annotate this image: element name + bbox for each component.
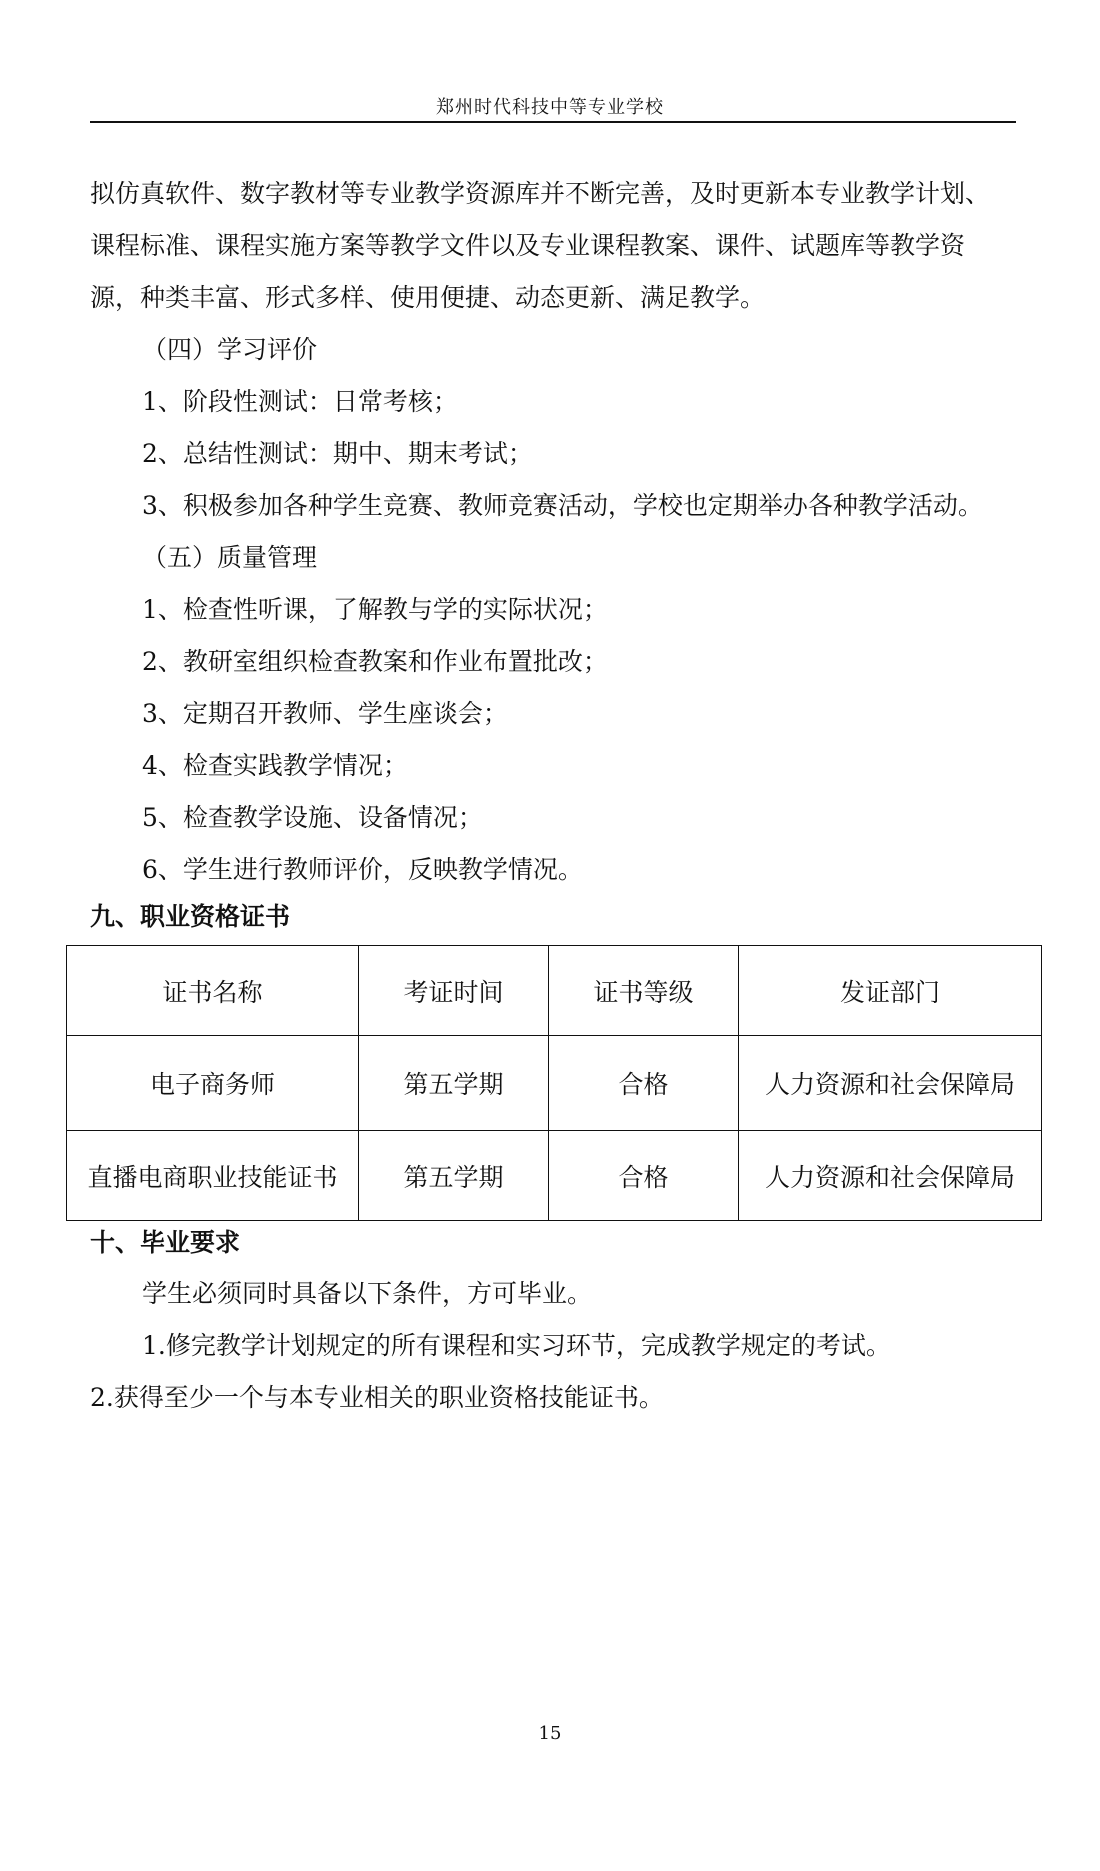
table-row <box>67 1131 1042 1221</box>
table-cell: 直播电商职业技能证书 <box>67 1131 359 1221</box>
certificate-table <box>66 945 1042 1221</box>
section-heading-certificates: 九、职业资格证书 <box>90 902 291 931</box>
graduation-intro: 学生必须同时具备以下条件，方可毕业。 <box>142 1279 593 1308</box>
column-header-issuer: 发证部门 <box>739 946 1042 1036</box>
table-row <box>67 1036 1042 1131</box>
header-title: 郑州时代科技中等专业学校 <box>436 97 664 118</box>
quality-item: 3、定期召开教师、学生座谈会； <box>142 699 508 728</box>
column-header-exam-time: 考证时间 <box>359 946 549 1036</box>
table-cell: 合格 <box>549 1131 739 1221</box>
table-cell: 人力资源和社会保障局 <box>739 1131 1042 1221</box>
evaluation-item: 2、总结性测试：期中、期末考试； <box>142 439 533 468</box>
section-heading-evaluation: （四）学习评价 <box>142 335 318 364</box>
graduation-requirement: 2.获得至少一个与本专业相关的职业资格技能证书。 <box>90 1383 664 1412</box>
header-divider <box>90 121 1016 123</box>
section-heading-quality: （五）质量管理 <box>142 543 318 572</box>
table-cell: 合格 <box>549 1036 739 1131</box>
column-header-cert-level: 证书等级 <box>549 946 739 1036</box>
paragraph-line: 拟仿真软件、数字教材等专业教学资源库并不断完善，及时更新本专业教学计划、 <box>90 179 991 208</box>
graduation-requirement: 1.修完教学计划规定的所有课程和实习环节，完成教学规定的考试。 <box>142 1331 891 1360</box>
quality-item: 1、检查性听课，了解教与学的实际状况； <box>142 595 608 624</box>
paragraph-line: 课程标准、课程实施方案等教学文件以及专业课程教案、课件、试题库等教学资 <box>90 231 966 260</box>
quality-item: 4、检查实践教学情况； <box>142 751 408 780</box>
paragraph-line: 源，种类丰富、形式多样、使用便捷、动态更新、满足教学。 <box>90 283 766 312</box>
evaluation-item: 1、阶段性测试：日常考核； <box>142 387 458 416</box>
quality-item: 6、学生进行教师评价，反映教学情况。 <box>142 855 583 884</box>
quality-item: 5、检查教学设施、设备情况； <box>142 803 483 832</box>
table-cell: 第五学期 <box>359 1036 549 1131</box>
table-header-row <box>67 946 1042 1036</box>
column-header-cert-name: 证书名称 <box>67 946 359 1036</box>
section-heading-graduation: 十、毕业要求 <box>90 1228 241 1257</box>
quality-item: 2、教研室组织检查教案和作业布置批改； <box>142 647 608 676</box>
table-cell: 第五学期 <box>359 1131 549 1221</box>
table-cell: 电子商务师 <box>67 1036 359 1131</box>
table-cell: 人力资源和社会保障局 <box>739 1036 1042 1131</box>
page-number: 15 <box>538 1723 562 1744</box>
evaluation-item: 3、积极参加各种学生竞赛、教师竞赛活动，学校也定期举办各种教学活动。 <box>142 491 983 520</box>
